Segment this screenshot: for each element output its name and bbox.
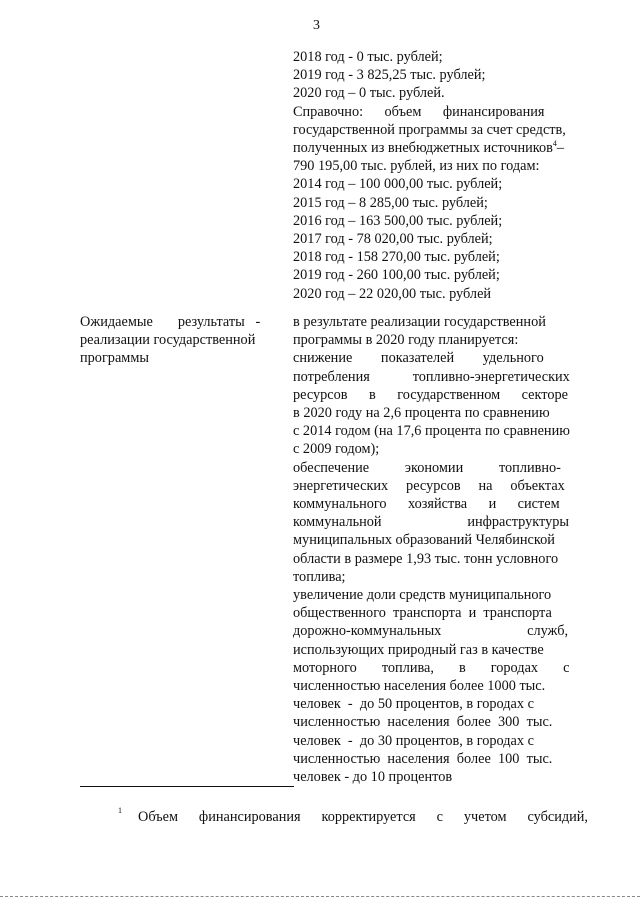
results-line: топлива; <box>293 568 346 585</box>
footnote-ref: 4 <box>552 139 557 149</box>
results-line: коммунального хозяйства и систем <box>293 496 560 513</box>
footnote-text: Объем финансирования корректируется с учетом субсидий, <box>138 809 588 825</box>
results-line: численностью населения более 300 тыс. <box>293 714 553 731</box>
results-line: потребления топливно-энергетических <box>293 368 570 385</box>
results-line: муниципальных образований Челябинской <box>293 532 555 549</box>
results-line: в 2020 году на 2,6 процента по сравнению <box>293 405 550 422</box>
financing-line: 2017 год - 78 020,00 тыс. рублей; <box>293 231 493 248</box>
results-line: в результате реализации государственной <box>293 314 546 330</box>
footnote-mark: 1 <box>118 806 122 815</box>
results-line: программы в 2020 году планируется: <box>293 332 519 349</box>
reference-line: Справочно: объем финансирования <box>293 103 545 120</box>
results-line: человек - до 30 процентов, в городах с <box>293 732 534 749</box>
results-line: обеспечение экономии топливно- <box>293 459 561 476</box>
results-label-line: Ожидаемые результаты - <box>80 314 261 330</box>
page-number: 3 <box>313 18 320 33</box>
results-label-line: реализации государственной <box>80 332 256 349</box>
reference-line: государственной программы за счет средств, <box>293 121 566 138</box>
footnote-separator <box>80 786 294 787</box>
financing-line: 2016 год – 163 500,00 тыс. рублей; <box>293 212 503 229</box>
results-line: человек - до 50 процентов, в городах с <box>293 696 534 713</box>
reference-line <box>293 139 587 157</box>
page-bottom-edge <box>0 896 640 897</box>
results-text <box>293 313 587 786</box>
results-line: снижение показателей удельного <box>293 350 544 367</box>
results-line: общественного транспорта и транспорта <box>293 605 552 622</box>
financing-line: 2020 год – 0 тыс. рублей. <box>293 85 445 102</box>
results-line: с 2009 годом); <box>293 441 380 458</box>
results-line: области в размере 1,93 тыс. тонн условного <box>293 550 559 567</box>
results-line: моторного топлива, в городах с <box>293 659 570 676</box>
results-line: дорожно-коммунальных служб, <box>293 623 569 640</box>
financing-line: 2018 год - 0 тыс. рублей; <box>293 49 443 65</box>
results-line: с 2014 годом (на 17,6 процента по сравнению <box>293 423 570 440</box>
financing-line: 2014 год – 100 000,00 тыс. рублей; <box>293 176 503 193</box>
financing-line: 2015 год – 8 285,00 тыс. рублей; <box>293 194 488 211</box>
results-line: человек - до 10 процентов <box>293 769 453 786</box>
results-line: численностью населения более 1000 тыс. <box>293 678 546 695</box>
results-label-line: программы <box>80 350 150 367</box>
results-line: ресурсов в государственном секторе <box>293 386 568 403</box>
results-line: численностью населения более 100 тыс. <box>293 750 553 767</box>
financing-line: 2018 год - 158 270,00 тыс. рублей; <box>293 249 500 266</box>
results-line: увеличение доли средств муниципального <box>293 587 552 604</box>
dash: – <box>556 140 565 157</box>
financing-line: 2019 год - 3 825,25 тыс. рублей; <box>293 67 486 84</box>
results-line: энергетических ресурсов на объектах <box>293 477 565 494</box>
financing-line: 2019 год - 260 100,00 тыс. рублей; <box>293 267 500 284</box>
results-line: коммунальной инфраструктуры <box>293 514 570 531</box>
results-label <box>80 313 286 368</box>
reference-text: полученных из внебюджетных источников <box>293 140 553 157</box>
financing-line: 2020 год – 22 020,00 тыс. рублей <box>293 285 492 302</box>
results-line: использующих природный газ в качестве <box>293 641 544 658</box>
reference-line: 790 195,00 тыс. рублей, из них по годам: <box>293 158 540 175</box>
financing-block <box>293 48 587 303</box>
